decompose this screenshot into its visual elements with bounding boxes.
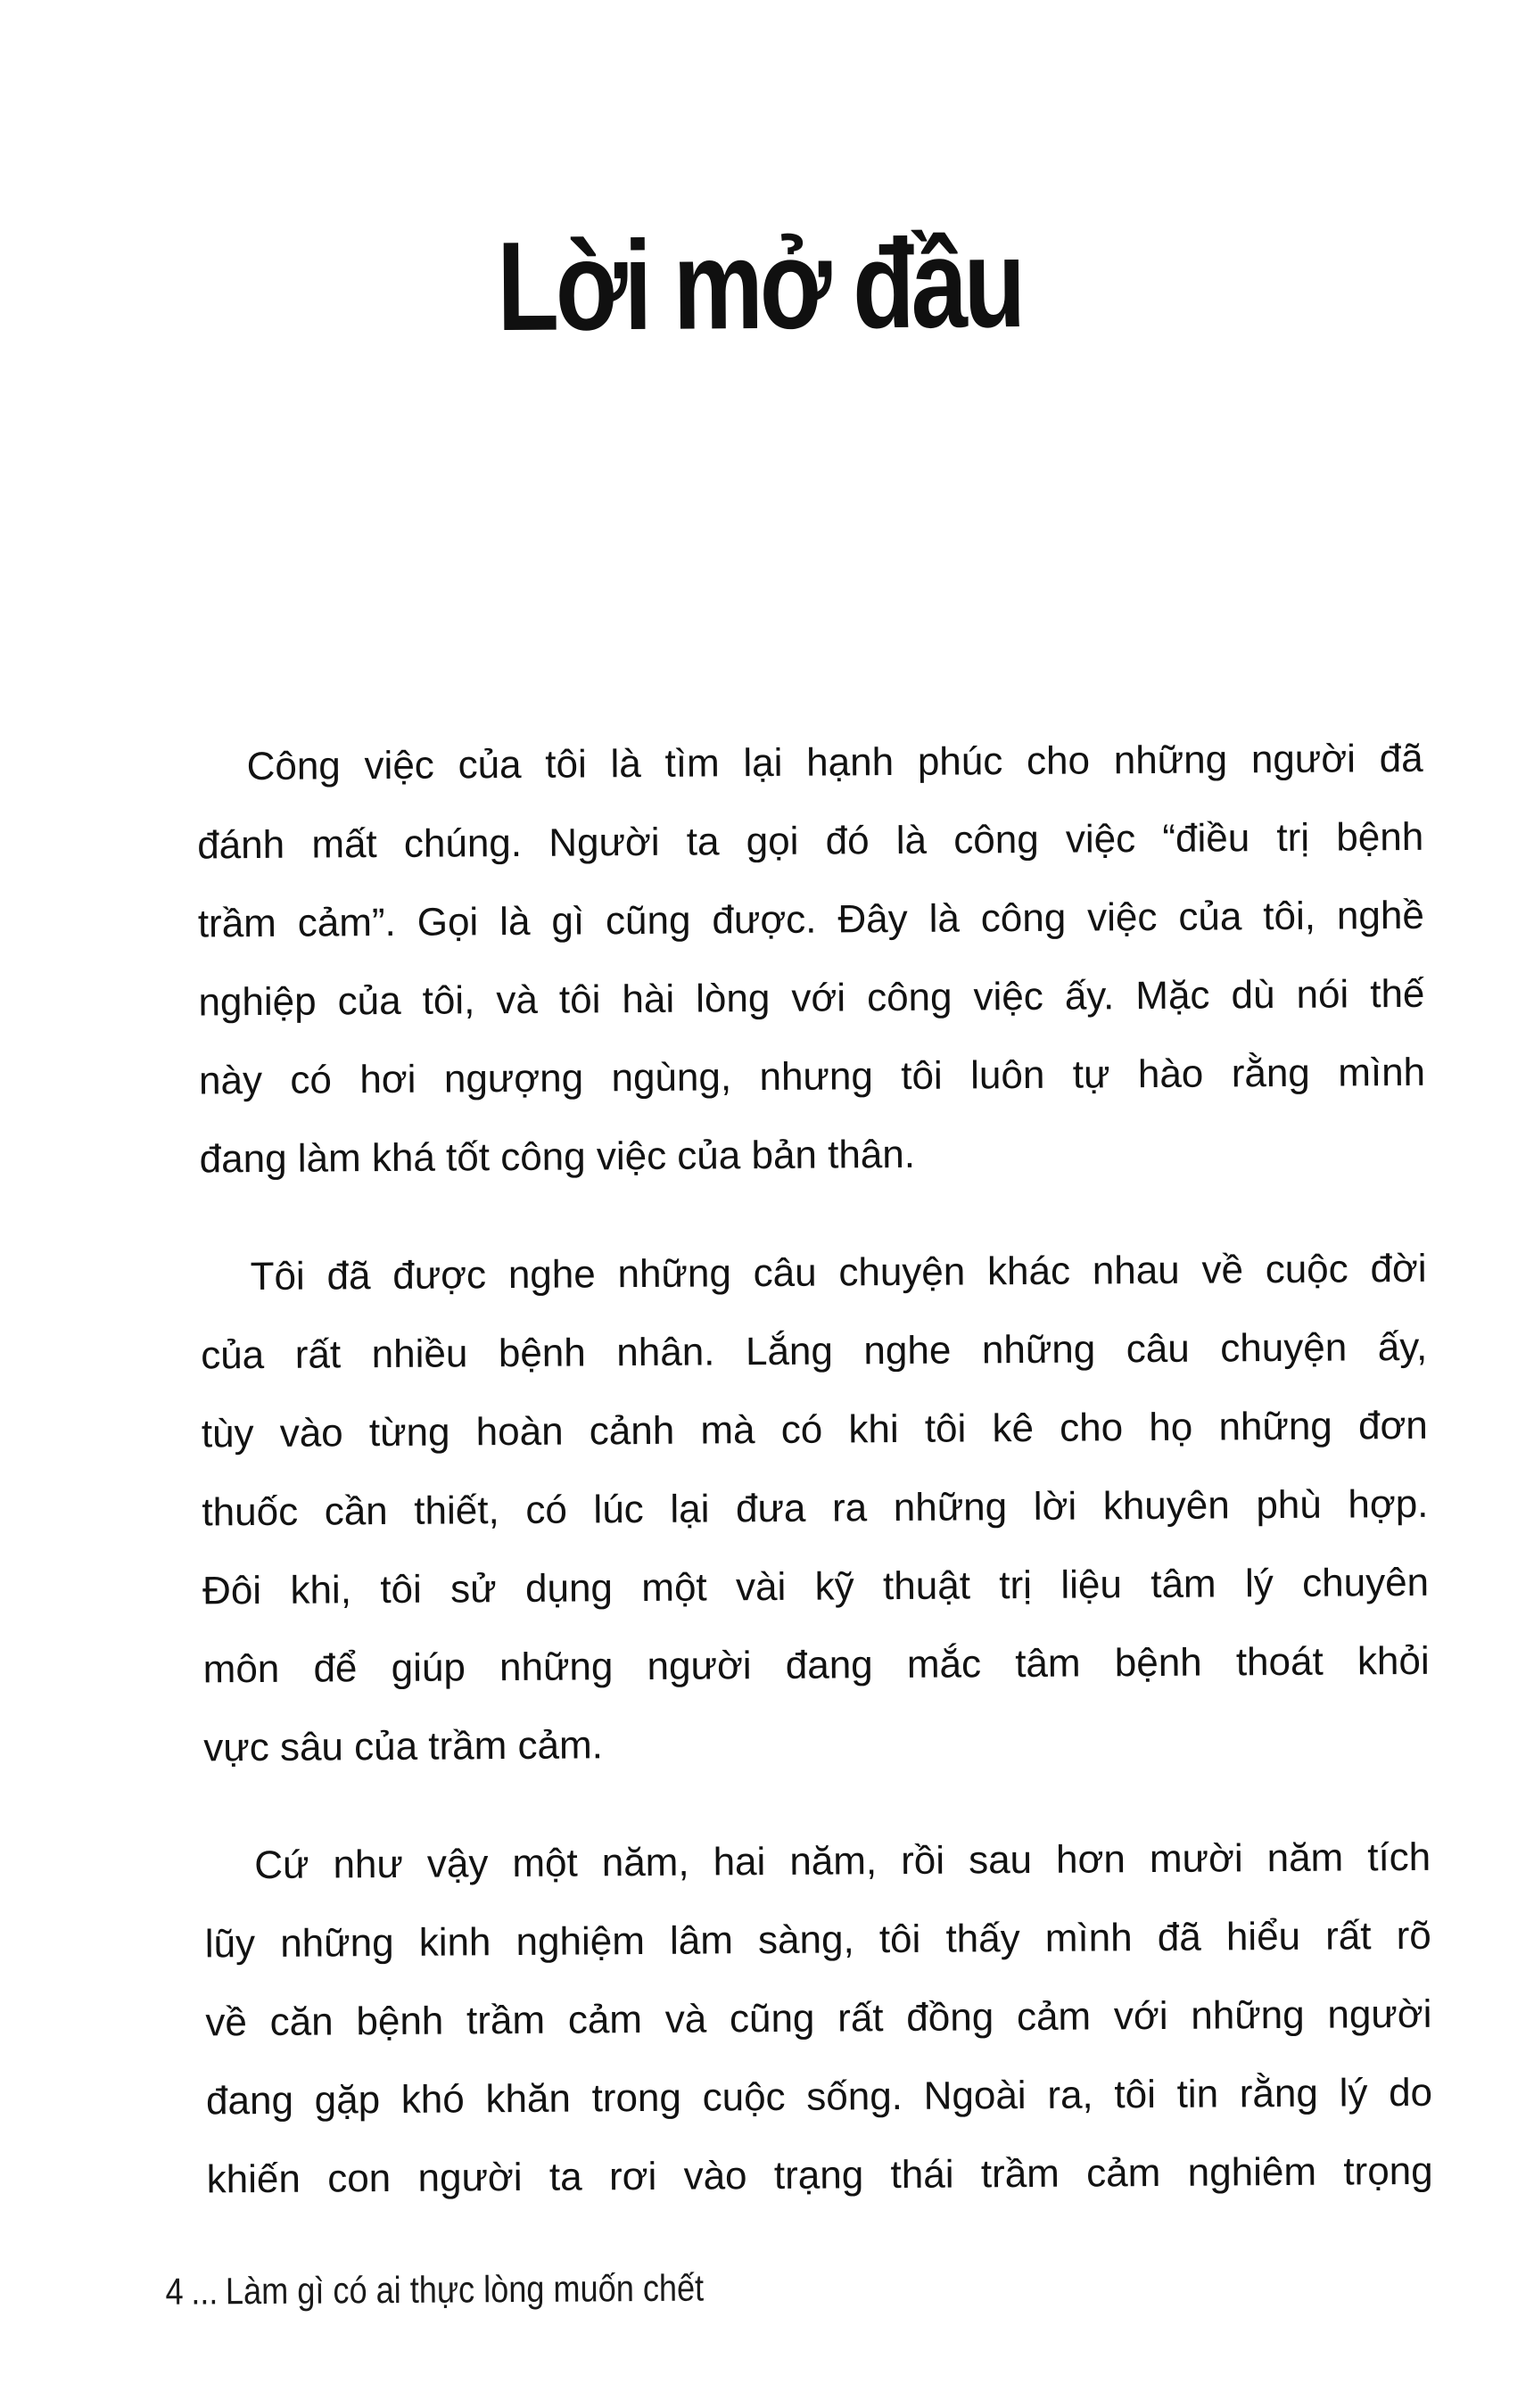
footer-line xyxy=(165,2265,712,2314)
text-line: Cứ như vậy một năm, hai năm, rồi sau hơn mười năm tích xyxy=(254,1835,1431,1888)
footer-book-title: Làm gì có ai thực lòng muốn chết xyxy=(225,2266,705,2313)
text-line: tùy vào từng hoàn cảnh mà có khi tôi kê cho họ những đơn xyxy=(201,1403,1428,1456)
text-line: này có hơi ngượng ngùng, nhưng tôi luôn tự hào rằng mình xyxy=(198,1050,1426,1103)
text-line: Công việc của tôi là tìm lại hạnh phúc cho những người đã xyxy=(246,736,1423,789)
text-line: môn để giúp những người đang mắc tâm bệnh thoát khỏi xyxy=(202,1638,1430,1692)
body-text xyxy=(196,720,1433,2259)
page-title xyxy=(0,210,1527,360)
text-line: đánh mất chúng. Người ta gọi đó là công việc “điều trị bệnh xyxy=(197,814,1424,868)
paragraph xyxy=(196,720,1426,1200)
text-line: lũy những kinh nghiệm lâm sàng, tôi thấy mình đã hiểu rất rõ xyxy=(204,1913,1431,1967)
text-line: vực sâu của trầm cảm. xyxy=(203,1723,604,1770)
paragraph xyxy=(200,1230,1430,1788)
page-footer xyxy=(165,2265,800,2314)
text-line: Tôi đã được nghe những câu chuyện khác nhau về cuộc đời xyxy=(250,1246,1427,1299)
text-line: đang làm khá tốt công việc của bản thân. xyxy=(199,1132,916,1182)
paragraph xyxy=(204,1818,1433,2220)
page-number: 4 xyxy=(165,2270,184,2313)
text-line: trầm cảm”. Gọi là gì cũng được. Đây là công việc của tôi, nghề xyxy=(197,893,1424,946)
page-title-text: Lời mở đầu xyxy=(497,211,1023,359)
text-line: Đôi khi, tôi sử dụng một vài kỹ thuật trị liệu tâm lý chuyên xyxy=(202,1560,1430,1613)
footer-separator: ... xyxy=(191,2270,219,2313)
text-line: về căn bệnh trầm cảm và cũng rất đồng cảm với những người xyxy=(205,1992,1432,2045)
text-line: nghiệp của tôi, và tôi hài lòng với công việc ấy. Mặc dù nói thế xyxy=(198,971,1425,1025)
text-line: của rất nhiều bệnh nhân. Lắng nghe những câu chuyện ấy, xyxy=(201,1324,1428,1378)
text-line: đang gặp khó khăn trong cuộc sống. Ngoài ra, tôi tin rằng lý do xyxy=(205,2070,1433,2123)
text-line: khiến con người ta rơi vào trạng thái trầm cảm nghiêm trọng xyxy=(206,2148,1433,2202)
text-line: thuốc cần thiết, có lúc lại đưa ra những lời khuyên phù hợp. xyxy=(202,1481,1429,1535)
